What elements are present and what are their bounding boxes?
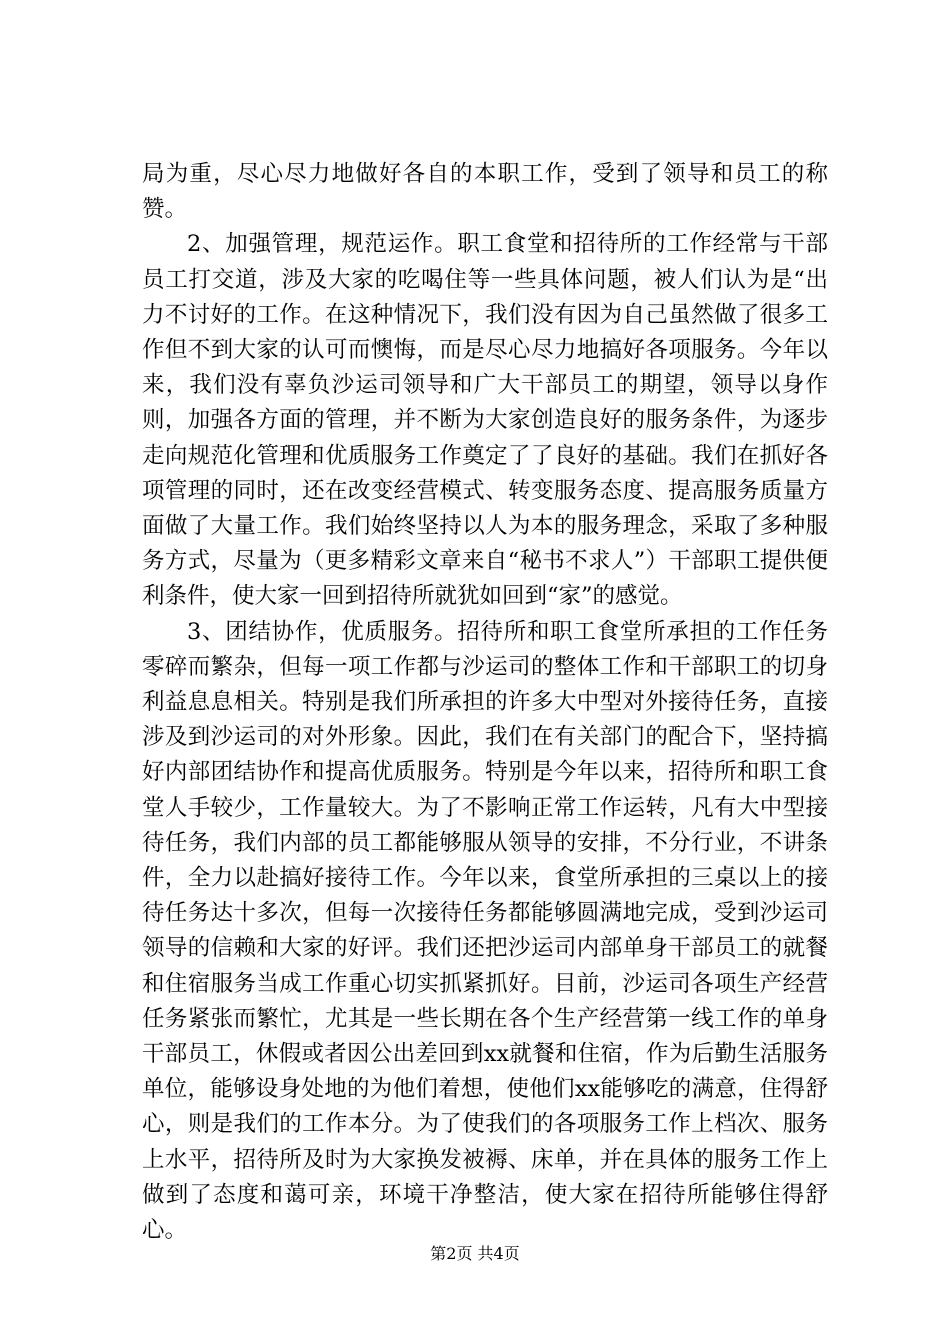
document-body [142,157,828,1248]
paragraph-cooperation: 3、团结协作，优质服务。招待所和职工食堂所承担的工作任务零碎而繁杂，但每一项工作都与沙运司的整体工作和干部职工的切身利益息息相关。特别是我们所承担的许多大中型对外接待任务，直接涉及到沙运司的对外形象。因此，我们在有关部门的配合下，坚持搞好内部团结协作和提高优质服务。特别是今年以来，招待所和职工食堂人手较少，工作量较大。为了不影响正常工作运转，凡有大中型接待任务，我们内部的员工都能够服从领导的安排，不分行业，不讲条件，全力以赴搞好接待工作。今年以来，食堂所承担的三桌以上的接待任务达十多次，但每一次接待任务都能够圆满地完成，受到沙运司领导的信赖和大家的好评。我们还把沙运司内部单身干部员工的就餐和住宿服务当成工作重心切实抓紧抓好。目前，沙运司各项生产经营任务紧张而繁忙，尤其是一些长期在各个生产经营第一线工作的单身干部员工，休假或者因公出差回到xx就餐和住宿，作为后勤生活服务单位，能够设身处地的为他们着想，使他们xx能够吃的满意，住得舒心，则是我们的工作本分。为了使我们的各项服务工作上档次、服务上水平，招待所及时为大家换发被褥、床单，并在具体的服务工作上做到了态度和蔼可亲，环境干净整洁，使大家在招待所能够住得舒心。 [142,618,828,1244]
page-footer: 第2页 共4页 [430,1244,520,1263]
paragraph-continuation: 局为重，尽心尽力地做好各自的本职工作，受到了领导和员工的称赞。 [142,161,828,223]
paragraph-management: 2、加强管理，规范运作。职工食堂和招待所的工作经常与干部员工打交道，涉及大家的吃喝住等一些具体问题，被人们认为是“出力不讨好的工作。在这种情况下，我们没有因为自己虽然做了很多工作但不到大家的认可而懊悔，而是尽心尽力地搞好各项服务。今年以来，我们没有辜负沙运司领导和广大干部员工的期望，领导以身作则，加强各方面的管理，并不断为大家创造良好的服务条件，为逐步走向规范化管理和优质服务工作奠定了了良好的基础。我们在抓好各项管理的同时，还在改变经营模式、转变服务态度、提高服务质量方面做了大量工作。我们始终坚持以人为本的服务理念，采取了多种服务方式，尽量为（更多精彩文章来自“秘书不求人”）干部职工提供便利条件，使大家一回到招待所就犹如回到“家”的感觉。 [142,231,828,610]
